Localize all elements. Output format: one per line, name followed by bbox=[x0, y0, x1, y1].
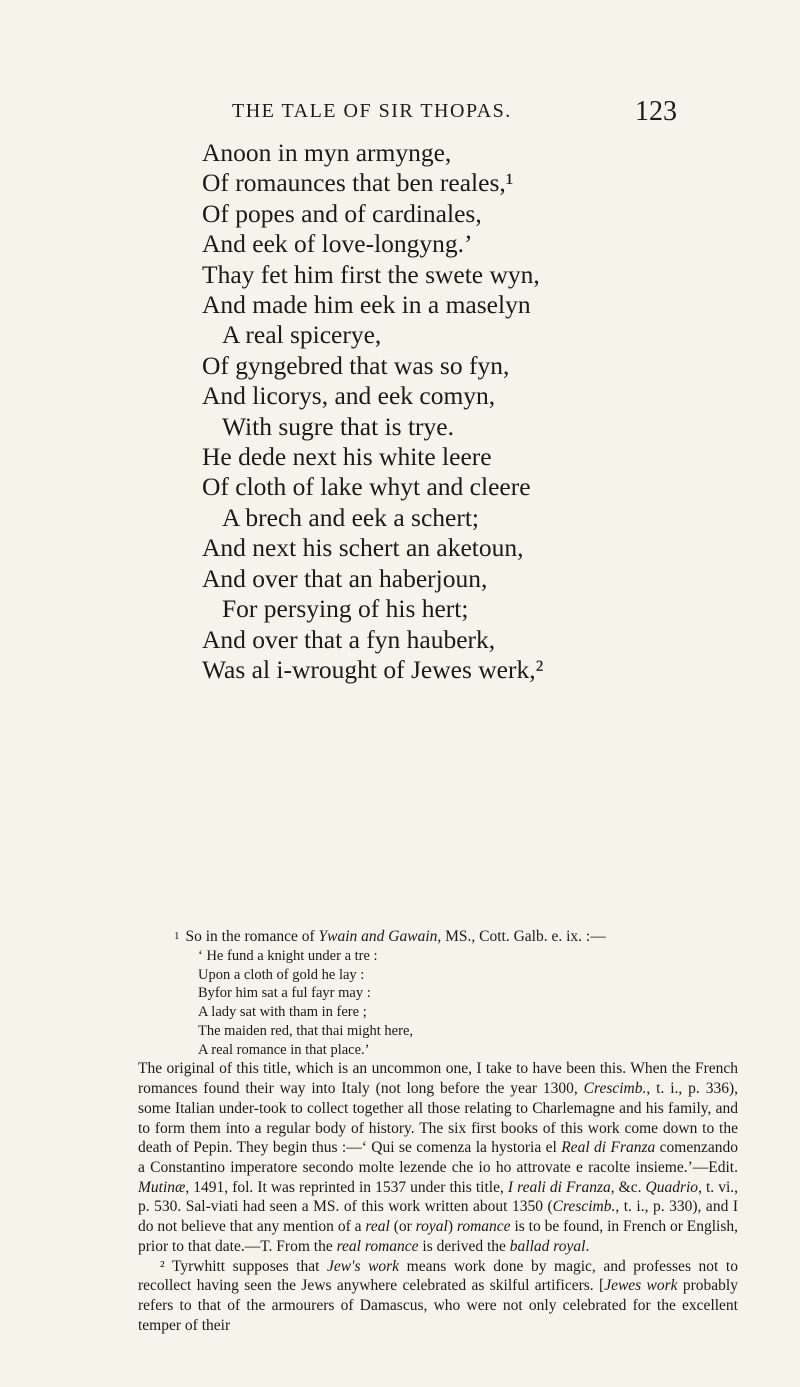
poem-line: Of cloth of lake whyt and cleere bbox=[202, 472, 531, 502]
poem-line: And over that an haberjoun, bbox=[202, 563, 488, 593]
verse-line: Byfor him sat a ful fayr may : bbox=[198, 985, 371, 1002]
fn-text: probably refers to that of the armourers of Damascus, who were not only celebrated for the excellent temper of their bbox=[138, 1277, 738, 1334]
fn-text: So in the romance of bbox=[185, 928, 319, 945]
footnote-verse bbox=[138, 947, 738, 1060]
footnotes bbox=[138, 927, 738, 1335]
poem bbox=[202, 138, 742, 685]
poem-line: And made him eek in a maselyn bbox=[202, 290, 531, 320]
poem-line: And eek of love-longyng.’ bbox=[202, 229, 473, 259]
poem-line: A brech and eek a schert; bbox=[222, 502, 480, 532]
poem-line: And next his schert an aketoun, bbox=[202, 533, 524, 563]
fn-italic: Jewes work bbox=[604, 1277, 678, 1295]
footnote-marker: ² bbox=[160, 1257, 165, 1275]
fn-italic: Mutinæ bbox=[138, 1178, 186, 1196]
poem-line: Was al i-wrought of Jewes werk,² bbox=[202, 654, 544, 684]
poem-line: Thay fet him first the swete wyn, bbox=[202, 259, 540, 289]
page-header bbox=[232, 96, 677, 134]
poem-line: Anoon in myn armynge, bbox=[202, 138, 452, 167]
fn-text: is to be found, in French or English, prior to that date.—T. From the bbox=[138, 1218, 738, 1255]
fn-italic: Ywain and Gawain bbox=[318, 928, 438, 945]
fn-italic: real romance bbox=[336, 1237, 419, 1255]
verse-line: The maiden red, that thai might here, bbox=[198, 1022, 414, 1039]
fn-text: , MS., Cott. Galb. e. ix. :— bbox=[437, 928, 606, 945]
verse-line: Upon a cloth of gold he lay : bbox=[198, 966, 365, 983]
fn-text: ) bbox=[447, 1218, 457, 1236]
fn-text: (or bbox=[389, 1218, 416, 1236]
poem-line: With sugre that is trye. bbox=[222, 411, 454, 441]
poem-line: He dede next his white leere bbox=[202, 442, 492, 472]
page-number: 123 bbox=[635, 96, 677, 127]
fn-text: . bbox=[585, 1237, 590, 1255]
fn-italic: ballad royal bbox=[509, 1237, 586, 1255]
running-title: THE TALE OF SIR THOPAS. bbox=[232, 100, 512, 122]
footnote-2 bbox=[138, 1257, 738, 1336]
footnote-1-body bbox=[138, 1059, 738, 1256]
fn-text: , 1491, fol. It was reprinted in 1537 under this title, bbox=[185, 1178, 508, 1196]
fn-text: comenzando a Constantino imperatore secondo molte lezende che io ho attrovate e racolte insieme.’—Edit. bbox=[138, 1139, 738, 1176]
fn-italic: Crescimb. bbox=[552, 1198, 616, 1216]
fn-italic: Jew's work bbox=[327, 1257, 400, 1275]
fn-italic: Quadrio bbox=[645, 1178, 699, 1196]
poem-line: And licorys, and eek comyn, bbox=[202, 381, 496, 411]
fn-italic: real bbox=[365, 1218, 390, 1236]
poem-line: Of romaunces that ben reales,¹ bbox=[202, 168, 514, 198]
fn-text: , t. i., p. 336), some Italian under-took to collect together all those relating to Charlemagne and his family, and to form them into a regular body of history. The six first books of this work come down to the death of Pepin. They begin thus :—‘ Qui se comenza la hystoria el bbox=[138, 1080, 738, 1157]
fn-italic: royal bbox=[415, 1218, 448, 1236]
poem-line: For persying of his hert; bbox=[222, 594, 469, 624]
verse-line: ‘ He fund a knight under a tre : bbox=[198, 947, 378, 964]
fn-text: The original of this title, which is an uncommon one, I take to have been this. When the French romances found their way into Italy (not long before the year 1300, bbox=[138, 1060, 738, 1098]
footnote-marker: 1 bbox=[174, 930, 180, 942]
fn-italic: Crescimb. bbox=[583, 1080, 647, 1098]
poem-line: Of gyngebred that was so fyn, bbox=[202, 350, 510, 380]
fn-text: is derived the bbox=[418, 1237, 510, 1255]
fn-text: , &c. bbox=[610, 1178, 646, 1196]
fn-text: Tyrwhitt supposes that bbox=[164, 1257, 328, 1275]
fn-text: means work done by magic, and professes not to recollect having seen the Jews anywhere celebrated as skilful artificers. [ bbox=[138, 1257, 738, 1295]
fn-italic: Real di Franza bbox=[561, 1139, 656, 1157]
poem-line: And over that a fyn hauberk, bbox=[202, 624, 496, 654]
footnote-1-intro bbox=[138, 927, 738, 947]
verse-line: A real romance in that place.’ bbox=[198, 1041, 370, 1058]
fn-italic: romance bbox=[456, 1218, 511, 1236]
poem-line: A real spicerye, bbox=[222, 320, 382, 350]
verse-line: A lady sat with tham in fere ; bbox=[198, 1004, 367, 1021]
poem-line: Of popes and of cardinales, bbox=[202, 198, 482, 228]
fn-italic: I reali di Franza bbox=[507, 1178, 611, 1196]
fn-text: , t. vi., p. 530. Sal-viati had seen a MS. of this work written about 1350 ( bbox=[138, 1178, 739, 1216]
fn-text: , t. i., p. 330), and I do not believe that any mention of a bbox=[138, 1198, 738, 1236]
